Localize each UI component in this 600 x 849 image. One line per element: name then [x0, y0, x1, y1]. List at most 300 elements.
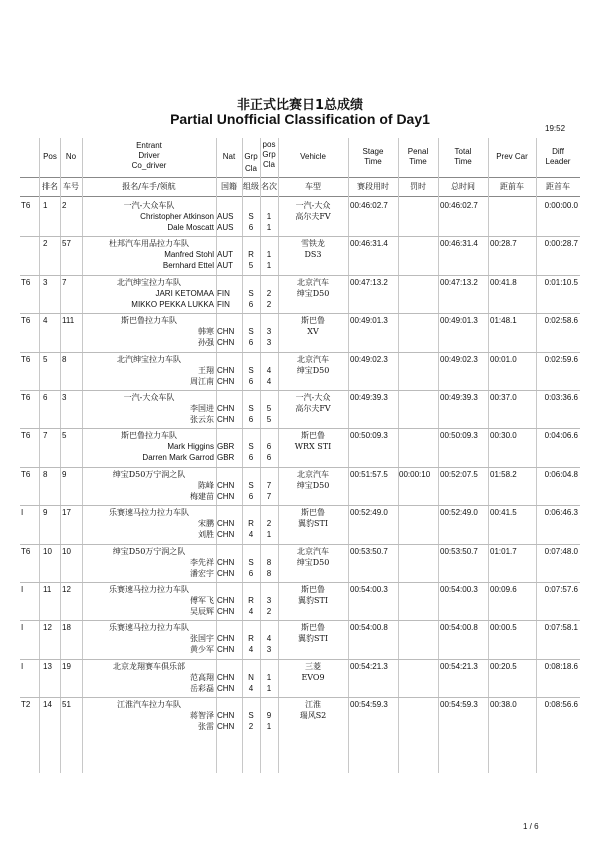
- position: 11: [43, 585, 52, 594]
- row-divider: [20, 236, 580, 237]
- group: S: [248, 442, 254, 452]
- car-number: 111: [62, 316, 75, 326]
- total-time: 00:54:00.3: [440, 585, 478, 594]
- driver-name: Mark Higgins: [167, 442, 214, 452]
- group-code: T6: [21, 469, 31, 479]
- vehicle-make: 一汽-大众: [295, 393, 331, 402]
- position: 6: [43, 393, 48, 402]
- group-code: T6: [21, 201, 31, 210]
- stage-time: 00:52:49.0: [350, 508, 388, 518]
- driver-name: Christopher Atkinson: [140, 212, 214, 221]
- vehicle-model: 绅宝D50: [296, 365, 330, 375]
- vehicle-model: 翼豹STI: [298, 596, 328, 605]
- group-rank: 3: [266, 327, 272, 337]
- class-rank: 1: [266, 261, 272, 271]
- position: 5: [43, 354, 48, 364]
- class-rank: 2: [266, 607, 272, 616]
- codriver-name: 张云东: [190, 415, 214, 424]
- position: 10: [43, 546, 52, 556]
- header-total-time: Time: [454, 157, 472, 166]
- gap-prev-car: 00:00.5: [490, 623, 517, 633]
- position: 7: [43, 431, 48, 441]
- vehicle-model: 翼豹STI: [298, 519, 328, 529]
- class-rank: 1: [266, 722, 272, 732]
- vehicle-make: 江淮: [305, 700, 321, 710]
- class: 4: [248, 530, 254, 540]
- driver-name: 张国宇: [190, 634, 214, 644]
- header-vehicle: Vehicle: [300, 152, 326, 161]
- vehicle-model: XV: [307, 327, 319, 337]
- codriver-name: 梅建苗: [190, 491, 214, 501]
- vehicle-model: WRX STI: [294, 442, 332, 452]
- gap-leader: 0:01:10.5: [544, 277, 578, 287]
- codriver-name: 吴辰辉: [190, 607, 214, 616]
- class-rank: 1: [266, 683, 272, 693]
- penalty-time: 00:00:10: [399, 469, 431, 479]
- car-number: 8: [62, 354, 67, 364]
- gap-prev-car: 00:41.5: [490, 508, 517, 518]
- driver-nationality: CHN: [217, 557, 235, 567]
- row-divider: [20, 275, 580, 276]
- driver-nationality: CHN: [217, 327, 235, 337]
- driver-name: 陈峰: [198, 480, 214, 490]
- position: 12: [43, 623, 52, 633]
- codriver-name: 岳彩磊: [190, 683, 214, 693]
- column-separator: [536, 138, 537, 773]
- group: R: [248, 519, 254, 529]
- gap-leader: 0:07:57.6: [544, 585, 578, 594]
- team-name: 北汽绅宝拉力车队: [117, 354, 181, 364]
- print-time: 19:52: [545, 124, 566, 133]
- position: 2: [43, 239, 48, 249]
- stage-time: 00:54:59.3: [350, 700, 388, 710]
- header-cn-pos: 排名: [42, 182, 58, 191]
- row-divider: [20, 467, 580, 468]
- stage-time: 00:54:00.8: [350, 623, 388, 633]
- total-time: 00:52:49.0: [440, 508, 478, 518]
- header-stage-time: Time: [364, 157, 382, 166]
- group-rank: 3: [266, 596, 272, 605]
- gap-leader: 0:00:00.0: [544, 201, 578, 210]
- driver-nationality: CHN: [217, 711, 235, 721]
- class-rank: 6: [266, 453, 272, 463]
- stage-time: 00:46:02.7: [350, 201, 388, 210]
- vehicle-model: EVO9: [301, 672, 325, 682]
- class: 4: [248, 607, 254, 616]
- car-number: 51: [62, 700, 71, 710]
- stage-time: 00:53:50.7: [350, 546, 388, 556]
- vehicle-make: 斯巴鲁: [301, 316, 325, 326]
- row-divider: [20, 620, 580, 621]
- group: S: [248, 212, 254, 221]
- driver-name: 范高翔: [190, 672, 214, 682]
- codriver-name: 张雷: [198, 722, 214, 732]
- car-number: 9: [62, 469, 67, 479]
- group: S: [248, 404, 254, 413]
- total-time: 00:46:31.4: [440, 239, 478, 249]
- header-prev-car: Prev Car: [496, 152, 528, 161]
- gap-prev-car: 01:58.2: [490, 469, 517, 479]
- team-name: 北汽绅宝拉力车队: [117, 277, 181, 287]
- team-name: 乐赛速马拉力拉力车队: [109, 623, 189, 633]
- gap-leader: 0:08:56.6: [544, 700, 578, 710]
- car-number: 57: [62, 239, 71, 249]
- gap-prev-car: 00:37.0: [490, 393, 517, 402]
- group-rank: 2: [266, 288, 272, 298]
- header-cn-grp: 组级: [243, 182, 259, 191]
- header-cn-nat: 国籍: [221, 182, 237, 191]
- header-cn-prev: 距前车: [500, 182, 524, 191]
- class: 6: [248, 338, 254, 348]
- gap-prev-car: 00:01.0: [490, 354, 517, 364]
- driver-nationality: CHN: [217, 404, 235, 413]
- codriver-name: Bernhard Ettel: [162, 261, 214, 271]
- title-en: Partial Unofficial Classification of Day1: [170, 111, 430, 127]
- gap-leader: 0:02:58.6: [544, 316, 578, 326]
- driver-name: 李国进: [190, 404, 214, 413]
- stage-time: 00:46:31.4: [350, 239, 388, 249]
- codriver-name: Dale Moscatt: [167, 223, 214, 232]
- codriver-name: MIKKO PEKKA LUKKA: [131, 299, 214, 309]
- gap-prev-car: 00:38.0: [490, 700, 517, 710]
- stage-time: 00:54:21.3: [350, 661, 388, 671]
- group: S: [248, 288, 254, 298]
- column-separator: [438, 138, 439, 773]
- total-time: 00:54:59.3: [440, 700, 478, 710]
- header-cn-diff: 距首车: [546, 182, 570, 191]
- gap-prev-car: 00:28.7: [490, 239, 517, 249]
- gap-prev-car: 00:20.5: [490, 661, 517, 671]
- position: 4: [43, 316, 48, 326]
- class-rank: 4: [266, 376, 272, 386]
- group-code: T6: [21, 354, 31, 364]
- class: 6: [248, 568, 254, 578]
- header-cn-total: 总时间: [451, 182, 475, 191]
- group-rank: 8: [266, 557, 272, 567]
- stage-time: 00:50:09.3: [350, 431, 388, 441]
- group-rank: 4: [266, 634, 272, 644]
- group-rank: 1: [266, 212, 272, 221]
- group-code: T6: [21, 431, 31, 441]
- stage-time: 00:49:02.3: [350, 354, 388, 364]
- header-cn-vehicle: 车型: [305, 182, 321, 191]
- header-grp: Grp: [244, 152, 258, 161]
- vehicle-make: 北京汽车: [297, 354, 329, 364]
- row-divider: [20, 313, 580, 314]
- header-cla: Cla: [244, 164, 257, 173]
- group-rank: 1: [266, 250, 272, 260]
- header-diff-leader: Leader: [545, 157, 571, 166]
- row-divider: [20, 352, 580, 353]
- total-time: 00:46:02.7: [440, 201, 478, 210]
- vehicle-make: 北京汽车: [297, 469, 329, 479]
- vehicle-model: 绅宝D50: [296, 288, 330, 298]
- header-pos: Pos: [43, 152, 57, 161]
- header-diff-leader: Diff: [552, 147, 564, 156]
- team-name: 北京龙翔赛车俱乐部: [113, 661, 185, 671]
- codriver-name: 周江南: [190, 376, 214, 386]
- driver-nationality: CHN: [217, 519, 235, 529]
- class: 6: [248, 491, 254, 501]
- column-separator: [488, 138, 489, 773]
- header-no: No: [65, 152, 77, 161]
- gap-leader: 0:07:58.1: [544, 623, 578, 633]
- group: S: [248, 557, 254, 567]
- driver-nationality: AUT: [217, 250, 233, 260]
- vehicle-make: 一汽-大众: [295, 201, 331, 210]
- team-name: 绅宝D50万宁润之队: [112, 469, 186, 479]
- row-divider: [20, 697, 580, 698]
- driver-nationality: CHN: [217, 365, 235, 375]
- row-divider: [20, 196, 580, 197]
- codriver-name: 黄少军: [190, 645, 214, 655]
- gap-leader: 0:03:36.6: [544, 393, 578, 402]
- stage-time: 00:54:00.3: [350, 585, 388, 594]
- header-entrant: Entrant: [136, 141, 162, 150]
- stage-time: 00:51:57.5: [350, 469, 388, 479]
- class: 4: [248, 683, 254, 693]
- group-code: T2: [21, 700, 31, 710]
- vehicle-make: 三菱: [305, 661, 321, 671]
- total-time: 00:53:50.7: [440, 546, 478, 556]
- header-pos-grp-cla: Cla: [262, 160, 275, 169]
- vehicle-make: 斯巴鲁: [301, 431, 325, 441]
- row-divider: [20, 505, 580, 506]
- group-rank: 2: [266, 519, 272, 529]
- group-code: I: [21, 661, 24, 671]
- driver-name: 宋鹏: [198, 519, 214, 529]
- group: S: [248, 480, 254, 490]
- driver-nationality: AUS: [217, 212, 234, 221]
- header-pos-grp-cla: Grp: [262, 150, 276, 159]
- row-divider: [20, 659, 580, 660]
- group: S: [248, 327, 254, 337]
- codriver-nationality: CHN: [217, 415, 235, 424]
- row-divider: [20, 582, 580, 583]
- header-entrant: Driver: [138, 151, 160, 160]
- total-time: 00:49:01.3: [440, 316, 478, 326]
- group-rank: 4: [266, 365, 272, 375]
- gap-leader: 0:08:18.6: [544, 661, 578, 671]
- codriver-nationality: CHN: [217, 376, 235, 386]
- team-name: 乐赛速马拉力拉力车队: [109, 508, 189, 518]
- class-rank: 3: [266, 338, 272, 348]
- gap-leader: 0:00:28.7: [544, 239, 578, 249]
- group-code: T6: [21, 546, 31, 556]
- vehicle-make: 斯巴鲁: [301, 623, 325, 633]
- team-name: 江淮汽车拉力车队: [117, 700, 181, 710]
- group: S: [248, 365, 254, 375]
- class: 5: [248, 261, 254, 271]
- stage-time: 00:49:39.3: [350, 393, 388, 402]
- gap-prev-car: 00:09.6: [490, 585, 517, 594]
- column-separator: [398, 138, 399, 773]
- vehicle-make: 斯巴鲁: [301, 585, 325, 594]
- class: 6: [248, 376, 254, 386]
- group-code: I: [21, 585, 24, 594]
- stage-time: 00:47:13.2: [350, 277, 388, 287]
- class: 6: [248, 415, 254, 424]
- vehicle-make: 斯巴鲁: [301, 508, 325, 518]
- codriver-name: Darren Mark Garrod: [142, 453, 214, 463]
- group: S: [248, 711, 254, 721]
- codriver-name: 刘胜: [198, 530, 214, 540]
- car-number: 12: [62, 585, 71, 594]
- total-time: 00:54:00.8: [440, 623, 478, 633]
- row-divider: [20, 544, 580, 545]
- team-name: 乐赛速马拉力拉力车队: [109, 585, 189, 594]
- car-number: 7: [62, 277, 67, 287]
- vehicle-model: DS3: [304, 250, 322, 260]
- vehicle-model: 绅宝D50: [296, 557, 330, 567]
- group-code: T6: [21, 316, 31, 326]
- position: 1: [43, 201, 48, 210]
- page-number: 1 / 6: [523, 822, 539, 831]
- class: 6: [248, 223, 254, 232]
- codriver-nationality: AUT: [217, 261, 233, 271]
- total-time: 00:49:02.3: [440, 354, 478, 364]
- header-entrant: Co_driver: [131, 161, 167, 170]
- gap-leader: 0:06:46.3: [544, 508, 578, 518]
- group-rank: 9: [266, 711, 272, 721]
- driver-name: 李先祥: [190, 557, 214, 567]
- vehicle-model: 瑞风S2: [299, 711, 327, 721]
- header-stage-time: Stage: [362, 147, 384, 156]
- driver-nationality: CHN: [217, 480, 235, 490]
- class-rank: 5: [266, 415, 272, 424]
- codriver-name: 潘宏宇: [190, 568, 214, 578]
- header-cn-stage: 赛段用时: [357, 182, 389, 191]
- team-name: 绅宝D50万宁润之队: [112, 546, 186, 556]
- header-penal-time: Penal: [407, 147, 429, 156]
- total-time: 00:50:09.3: [440, 431, 478, 441]
- gap-prev-car: 01:48.1: [490, 316, 517, 326]
- driver-nationality: CHN: [217, 596, 235, 605]
- class-rank: 7: [266, 491, 272, 501]
- codriver-nationality: AUS: [217, 223, 234, 232]
- header-nat: Nat: [222, 152, 236, 161]
- position: 8: [43, 469, 48, 479]
- driver-nationality: CHN: [217, 672, 235, 682]
- codriver-nationality: CHN: [217, 491, 235, 501]
- gap-leader: 0:07:48.0: [544, 546, 578, 556]
- group-code: I: [21, 623, 24, 633]
- position: 9: [43, 508, 48, 518]
- driver-name: 蒋智泽: [190, 711, 214, 721]
- gap-prev-car: 00:30.0: [490, 431, 517, 441]
- group-rank: 6: [266, 442, 272, 452]
- class-rank: 8: [266, 568, 272, 578]
- group-code: T6: [21, 277, 31, 287]
- car-number: 19: [62, 661, 71, 671]
- position: 14: [43, 700, 52, 710]
- car-number: 17: [62, 508, 71, 518]
- team-name: 一汽-大众车队: [123, 393, 175, 402]
- group-rank: 1: [266, 672, 272, 682]
- class: 6: [248, 453, 254, 463]
- codriver-nationality: CHN: [217, 530, 235, 540]
- class-rank: 1: [266, 530, 272, 540]
- title-cn: 非正式比赛日1总成绩: [236, 98, 364, 113]
- driver-nationality: GBR: [217, 442, 235, 452]
- gap-leader: 0:06:04.8: [544, 469, 578, 479]
- driver-nationality: CHN: [217, 634, 235, 644]
- row-divider: [20, 177, 580, 178]
- total-time: 00:49:39.3: [440, 393, 478, 402]
- team-name: 斯巴鲁拉力车队: [121, 316, 177, 326]
- column-separator: [60, 138, 61, 773]
- car-number: 10: [62, 546, 71, 556]
- gap-leader: 0:02:59.6: [544, 354, 578, 364]
- header-cn-entrant: 报名/车手/领航: [122, 182, 176, 191]
- column-separator: [39, 138, 40, 773]
- driver-name: 韩寒: [198, 327, 214, 337]
- group: R: [248, 250, 254, 260]
- row-divider: [20, 428, 580, 429]
- codriver-nationality: CHN: [217, 568, 235, 578]
- vehicle-model: 绅宝D50: [296, 480, 330, 490]
- header-cn-penal: 罚时: [410, 182, 426, 191]
- header-pos-grp-cla: pos: [262, 140, 276, 149]
- class: 6: [248, 299, 254, 309]
- group-code: T6: [21, 393, 31, 402]
- group-code: I: [21, 508, 24, 518]
- team-name: 斯巴鲁拉力车队: [121, 431, 177, 441]
- group: R: [248, 596, 254, 605]
- codriver-nationality: CHN: [217, 338, 235, 348]
- vehicle-make: 北京汽车: [297, 546, 329, 556]
- driver-name: JARI KETOMAA: [155, 288, 214, 298]
- header-cn-no: 车号: [63, 182, 79, 191]
- codriver-nationality: GBR: [217, 453, 235, 463]
- car-number: 3: [62, 393, 67, 402]
- car-number: 2: [62, 201, 67, 210]
- vehicle-model: 高尔夫FV: [295, 404, 331, 413]
- vehicle-model: 翼豹STI: [298, 634, 328, 644]
- column-separator: [348, 138, 349, 773]
- codriver-nationality: CHN: [217, 722, 235, 732]
- group: N: [248, 672, 254, 682]
- vehicle-model: 高尔夫FV: [295, 212, 331, 221]
- header-cn-rank: 名次: [261, 182, 277, 191]
- class-rank: 2: [266, 299, 272, 309]
- header-penal-time: Time: [409, 157, 427, 166]
- vehicle-make: 北京汽车: [297, 277, 329, 287]
- codriver-nationality: CHN: [217, 645, 235, 655]
- total-time: 00:52:07.5: [440, 469, 478, 479]
- driver-name: 王翔: [198, 365, 214, 375]
- car-number: 5: [62, 431, 67, 441]
- class: 2: [248, 722, 254, 732]
- position: 13: [43, 661, 52, 671]
- vehicle-make: 雪铁龙: [301, 239, 325, 249]
- codriver-nationality: CHN: [217, 683, 235, 693]
- driver-nationality: FIN: [217, 288, 230, 298]
- stage-time: 00:49:01.3: [350, 316, 388, 326]
- driver-name: Manfred Stohl: [164, 250, 214, 260]
- codriver-name: 孙强: [198, 338, 214, 348]
- gap-prev-car: 00:41.8: [490, 277, 517, 287]
- header-total-time: Total: [454, 147, 472, 156]
- class-rank: 1: [266, 223, 272, 232]
- total-time: 00:54:21.3: [440, 661, 478, 671]
- class-rank: 3: [266, 645, 272, 655]
- codriver-nationality: FIN: [217, 299, 230, 309]
- gap-leader: 0:04:06.6: [544, 431, 578, 441]
- total-time: 00:47:13.2: [440, 277, 478, 287]
- codriver-nationality: CHN: [217, 607, 235, 616]
- gap-prev-car: 01:01.7: [490, 546, 517, 556]
